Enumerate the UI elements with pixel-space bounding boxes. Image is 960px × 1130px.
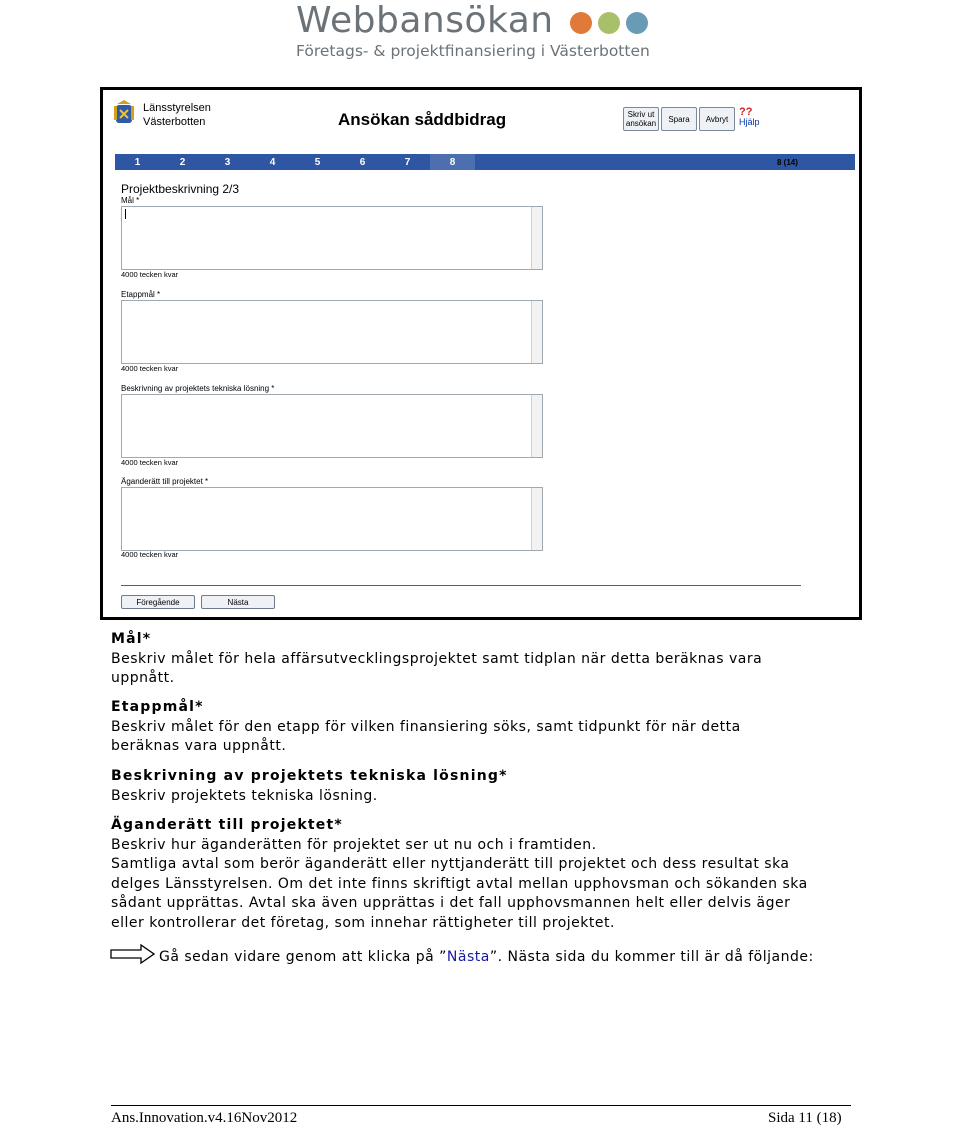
brand-dot-blue [626, 12, 648, 34]
tab-step-2[interactable]: 2 [179, 156, 186, 168]
textarea-teknisk[interactable] [121, 394, 543, 458]
print-button[interactable] [623, 107, 659, 131]
help-icon: ?? [739, 106, 753, 118]
scrollbar[interactable] [531, 301, 542, 363]
etapp-text-line2: beräknas vara uppnått. [111, 738, 287, 754]
scrollbar[interactable] [531, 395, 542, 457]
char-counter-teknisk: 4000 tecken kvar [121, 458, 179, 467]
print-button-line1: Skriv ut [627, 110, 655, 119]
brand-dot-orange [570, 12, 592, 34]
next-instruction [159, 948, 859, 968]
logo-line-1: Länsstyrelsen [143, 102, 211, 114]
brand-subtitle: Företags- & projektfinansiering i Västerbotten [296, 42, 650, 60]
textarea-aganderatt[interactable] [121, 487, 543, 551]
teknik-section [111, 767, 861, 806]
tab-step-4[interactable]: 4 [269, 156, 276, 168]
mal-text-line2: uppnått. [111, 670, 175, 686]
mal-heading: Mål* [111, 631, 152, 647]
field-label-aganderatt: Äganderätt till projektet * [121, 477, 209, 486]
char-counter-etappmal: 4000 tecken kvar [121, 364, 179, 373]
next-instruction-after: ”. Nästa sida du kommer till är då följande: [489, 949, 814, 965]
field-label-mal: Mål * [121, 196, 140, 205]
char-counter-mal: 4000 tecken kvar [121, 270, 179, 279]
brand-title: Webbansökan [296, 0, 554, 41]
print-button-line2: ansökan [625, 119, 657, 128]
etapp-heading: Etappmål* [111, 699, 204, 715]
crest-logo-icon [113, 98, 135, 128]
tab-step-5[interactable]: 5 [314, 156, 321, 168]
next-instruction-before: Gå sedan vidare genom att klicka på ” [159, 949, 447, 965]
tab-step-7[interactable]: 7 [404, 156, 411, 168]
agande-heading: Äganderätt till projektet* [111, 817, 343, 833]
mal-section [111, 630, 861, 689]
field-label-etappmal: Etappmål * [121, 290, 161, 299]
tab-step-8[interactable]: 8 [430, 154, 475, 170]
page-indicator: 8 (14) [777, 158, 798, 167]
app-screenshot [100, 87, 862, 620]
help-button[interactable] [739, 107, 760, 127]
textarea-etappmal[interactable] [121, 300, 543, 364]
footer-page-number: Sida 11 (18) [768, 1110, 842, 1126]
app-title: Ansökan såddbidrag [338, 110, 507, 129]
field-label-teknisk: Beskrivning av projektets tekniska lösning * [121, 384, 275, 393]
brand-dots [570, 12, 648, 34]
step-tabs [115, 154, 855, 170]
help-label: Hjälp [739, 117, 760, 127]
tab-step-3[interactable]: 3 [224, 156, 231, 168]
logo-line-2: Västerbotten [143, 116, 206, 128]
agande-line1: Beskriv hur äganderätten för projektet ser ut nu och i framtiden. [111, 836, 597, 853]
tab-step-6[interactable]: 6 [359, 156, 366, 168]
scrollbar[interactable] [531, 488, 542, 550]
scrollbar[interactable] [531, 207, 542, 269]
footer-version: Ans.Innovation.v4.16Nov2012 [111, 1110, 298, 1126]
footer-divider [111, 1105, 851, 1106]
arrow-right-icon [110, 943, 155, 965]
previous-button[interactable]: Föregående [121, 595, 195, 609]
teknik-text: Beskriv projektets tekniska lösning. [111, 787, 378, 804]
agande-line3: delges Länsstyrelsen. Om det inte finns skriftigt avtal mellan upphovsman och sökanden ska [111, 875, 808, 892]
brand-dot-green [598, 12, 620, 34]
agande-line5: eller kontrollerar det företag, som innehar rättigheter till projektet. [111, 914, 615, 931]
agande-line4: sådant upprättas. Avtal ska även upprättas i det fall upphovsmannen helt eller delvis äger [111, 895, 791, 911]
save-button[interactable]: Spara [661, 107, 697, 131]
mal-text-line1: Beskriv målet för hela affärsutvecklingsprojektet samt tidplan när detta beräknas vara [111, 650, 763, 667]
teknik-heading: Beskrivning av projektets tekniska lösning* [111, 768, 508, 784]
next-button[interactable]: Nästa [201, 595, 275, 609]
etapp-text-line1: Beskriv målet för den etapp för vilken finansiering söks, samt tidpunkt för när detta [111, 718, 741, 735]
char-counter-aganderatt: 4000 tecken kvar [121, 550, 179, 559]
etapp-section [111, 698, 861, 757]
header-banner [0, 0, 960, 75]
agande-section [111, 816, 861, 933]
cancel-button[interactable]: Avbryt [699, 107, 735, 131]
section-title: Projektbeskrivning 2/3 [121, 182, 240, 196]
agande-line2: Samtliga avtal som berör äganderätt eller nyttjanderätt till projektet och dess resultat ska [111, 856, 790, 872]
nasta-link: Nästa [446, 949, 490, 965]
divider [121, 585, 801, 586]
tab-step-1[interactable]: 1 [134, 156, 141, 168]
app-logo-text [143, 101, 211, 129]
textarea-mal[interactable] [121, 206, 543, 270]
